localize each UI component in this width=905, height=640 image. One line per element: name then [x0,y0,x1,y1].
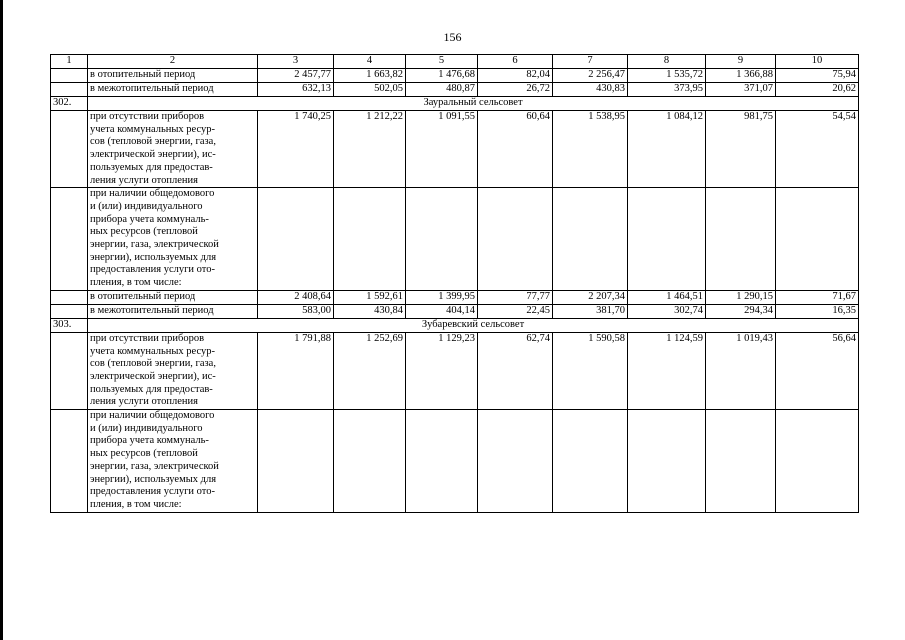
row-label-line: прибора учета коммуналь- [90,435,209,447]
value-cell: 430,84 [334,304,406,318]
section-name: Зауральный сельсовет [88,97,859,111]
value-cell: 1 476,68 [406,69,478,83]
header-cell: 8 [628,55,706,69]
value-cell: 1 590,58 [553,332,628,409]
value-cell [628,188,706,291]
row-label-line: ления услуги отопления [90,174,198,186]
value-cell: 1 791,88 [258,332,334,409]
value-cell: 371,07 [706,83,776,97]
value-cell: 373,95 [628,83,706,97]
row-number-cell [51,188,88,291]
row-label-line: учета коммунальных ресур- [90,123,215,135]
value-cell: 632,13 [258,83,334,97]
row-label-line: ных ресурсов (тепловой [90,226,198,238]
value-cell: 583,00 [258,304,334,318]
section-name: Зубаревский сельсовет [88,318,859,332]
value-cell [628,410,706,513]
table-row [51,83,859,97]
value-cell: 56,64 [776,332,859,409]
row-label-line: энергии, газа, электрической [90,239,219,251]
value-cell: 77,77 [478,290,553,304]
header-cell: 7 [553,55,628,69]
row-label-line: при наличии общедомового [90,410,215,422]
value-cell: 1 091,55 [406,111,478,188]
table-row [51,111,859,188]
value-cell: 82,04 [478,69,553,83]
value-cell: 480,87 [406,83,478,97]
row-label-line: при наличии общедомового [90,188,215,200]
row-label-line: предоставления услуги ото- [90,486,215,498]
value-cell: 22,45 [478,304,553,318]
row-label: в межотопительный период [88,83,258,97]
value-cell: 1 538,95 [553,111,628,188]
row-label: в отопительный период [88,69,258,83]
value-cell [258,188,334,291]
row-number-cell [51,111,88,188]
row-label-line: пления, в том числе: [90,277,182,289]
row-label-line: энергии, газа, электрической [90,460,219,472]
row-number-cell [51,332,88,409]
value-cell: 2 207,34 [553,290,628,304]
value-cell: 1 663,82 [334,69,406,83]
value-cell: 1 084,12 [628,111,706,188]
value-cell: 16,35 [776,304,859,318]
row-label: в отопительный период [88,290,258,304]
row-label: в межотопительный период [88,304,258,318]
value-cell: 75,94 [776,69,859,83]
value-cell [776,188,859,291]
value-cell: 1 740,25 [258,111,334,188]
row-label [88,410,258,513]
value-cell: 404,14 [406,304,478,318]
row-label-line: и (или) индивидуального [90,200,203,212]
value-cell [706,410,776,513]
value-cell: 981,75 [706,111,776,188]
row-label-line: пользуемых для предостав- [90,383,213,395]
row-number-cell [51,410,88,513]
value-cell: 1 019,43 [706,332,776,409]
value-cell: 1 399,95 [406,290,478,304]
value-cell: 381,70 [553,304,628,318]
page-number: 156 [443,30,462,44]
header-cell: 2 [88,55,258,69]
header-cell: 6 [478,55,553,69]
value-cell: 2 457,77 [258,69,334,83]
row-number-cell [51,290,88,304]
row-label-line: ления услуги отопления [90,396,198,408]
value-cell [706,188,776,291]
row-label-line: электрической энергии), ис- [90,149,216,161]
value-cell [258,410,334,513]
value-cell: 54,54 [776,111,859,188]
table-body [51,55,859,513]
value-cell: 1 212,22 [334,111,406,188]
row-label [88,332,258,409]
value-cell [776,410,859,513]
value-cell: 502,05 [334,83,406,97]
value-cell [478,188,553,291]
header-row [51,55,859,69]
section-header-row [51,318,859,332]
row-label-line: электрической энергии), ис- [90,370,216,382]
value-cell [553,410,628,513]
row-label-line: прибора учета коммуналь- [90,213,209,225]
section-number: 303. [51,318,88,332]
value-cell: 1 252,69 [334,332,406,409]
row-number-cell [51,83,88,97]
tariff-table [50,54,859,513]
row-label [88,111,258,188]
row-label [88,188,258,291]
row-label-line: ных ресурсов (тепловой [90,448,198,460]
section-header-row [51,97,859,111]
value-cell: 1 592,61 [334,290,406,304]
value-cell: 26,72 [478,83,553,97]
value-cell [406,410,478,513]
table-row [51,410,859,513]
value-cell: 20,62 [776,83,859,97]
value-cell: 62,74 [478,332,553,409]
row-label-line: при отсутствии приборов [90,332,205,344]
value-cell: 1 290,15 [706,290,776,304]
value-cell: 1 535,72 [628,69,706,83]
header-cell: 1 [51,55,88,69]
table-row [51,332,859,409]
value-cell: 1 129,23 [406,332,478,409]
header-cell: 10 [776,55,859,69]
value-cell: 1 124,59 [628,332,706,409]
header-cell: 4 [334,55,406,69]
section-number: 302. [51,97,88,111]
table-row [51,290,859,304]
value-cell: 2 408,64 [258,290,334,304]
value-cell [334,188,406,291]
header-cell: 5 [406,55,478,69]
row-label-line: сов (тепловой энергии, газа, [90,136,216,148]
table-row [51,304,859,318]
row-number-cell [51,304,88,318]
value-cell [553,188,628,291]
row-number-cell [51,69,88,83]
value-cell: 1 366,88 [706,69,776,83]
value-cell: 2 256,47 [553,69,628,83]
row-label-line: энергии), используемых для [90,473,217,485]
left-margin-rule [0,0,3,640]
row-label-line: пления, в том числе: [90,498,182,510]
row-label-line: учета коммунальных ресур- [90,345,215,357]
header-cell: 3 [258,55,334,69]
value-cell [478,410,553,513]
row-label-line: пользуемых для предостав- [90,161,213,173]
row-label-line: при отсутствии приборов [90,111,205,122]
row-label-line: и (или) индивидуального [90,422,203,434]
value-cell [406,188,478,291]
table-row [51,69,859,83]
value-cell: 1 464,51 [628,290,706,304]
header-cell: 9 [706,55,776,69]
value-cell: 60,64 [478,111,553,188]
value-cell [334,410,406,513]
value-cell: 294,34 [706,304,776,318]
value-cell: 302,74 [628,304,706,318]
row-label-line: энергии), используемых для [90,251,217,263]
row-label-line: сов (тепловой энергии, газа, [90,358,216,370]
table-row [51,188,859,291]
value-cell: 71,67 [776,290,859,304]
row-label-line: предоставления услуги ото- [90,264,215,276]
value-cell: 430,83 [553,83,628,97]
